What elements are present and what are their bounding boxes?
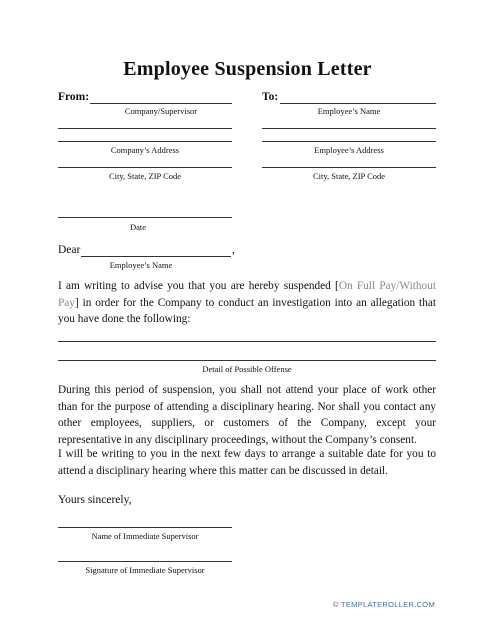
from-name-line[interactable] <box>90 103 232 104</box>
dear-name-line[interactable] <box>81 256 231 257</box>
to-city-caption: City, State, ZIP Code <box>312 171 386 181</box>
to-address-caption: Employee’s Address <box>314 145 384 155</box>
to-city-line[interactable] <box>262 167 436 168</box>
offense-line-2[interactable] <box>58 360 436 361</box>
to-label: To: <box>262 91 279 103</box>
dear-comma: , <box>232 244 235 256</box>
supervisor-name-line[interactable] <box>58 527 232 528</box>
conduct-paragraph: During this period of suspension, you shall not attend your place of work other than for the purpose of attending a disciplinary hearing. Nor shall you contact any other employees, suppliers, or customers of the Company, except your representative in any disciplinary proceedings, without the Company’s consent. <box>58 384 436 446</box>
para1-after: ] in order for the Company to conduct an investigation into an allegation that you have done the following: <box>58 296 436 325</box>
from-city-caption: City, State, ZIP Code <box>108 171 182 181</box>
offense-caption: Detail of Possible Offense <box>202 364 292 374</box>
from-address-caption: Company’s Address <box>110 145 180 155</box>
footer-link[interactable]: © TEMPLATEROLLER.COM <box>332 600 435 609</box>
from-city-line[interactable] <box>58 167 232 168</box>
document-title: Employee Suspension Letter <box>123 58 372 80</box>
closing-text: Yours sincerely, <box>58 494 132 506</box>
para1-before: I am writing to advise you that you are hereby suspended [ <box>58 280 339 292</box>
pay-status-placeholder[interactable]: On Full Pay/Without Pay <box>58 280 436 309</box>
hearing-paragraph: I will be writing to you in the next few days to arrange a suitable date for you to attend a disciplinary hearing where this matter can be discussed in detail. <box>58 448 436 477</box>
to-address-line-2[interactable] <box>262 141 436 142</box>
to-name-caption: Employee’s Name <box>317 106 381 116</box>
suspension-paragraph <box>58 278 436 328</box>
from-name-caption: Company/Supervisor <box>124 106 198 116</box>
supervisor-signature-line[interactable] <box>58 561 232 562</box>
offense-line-1[interactable] <box>58 341 436 342</box>
supervisor-name-caption: Name of Immediate Supervisor <box>91 531 199 541</box>
dear-name-caption: Employee’s Name <box>109 260 173 270</box>
to-name-line[interactable] <box>280 103 436 104</box>
date-caption: Date <box>129 222 147 232</box>
from-address-line-1[interactable] <box>58 128 232 129</box>
from-address-line-2[interactable] <box>58 141 232 142</box>
dear-label: Dear <box>58 244 81 256</box>
to-address-line-1[interactable] <box>262 128 436 129</box>
from-label: From: <box>58 91 90 103</box>
date-line[interactable] <box>58 217 232 218</box>
supervisor-signature-caption: Signature of Immediate Supervisor <box>85 565 205 575</box>
